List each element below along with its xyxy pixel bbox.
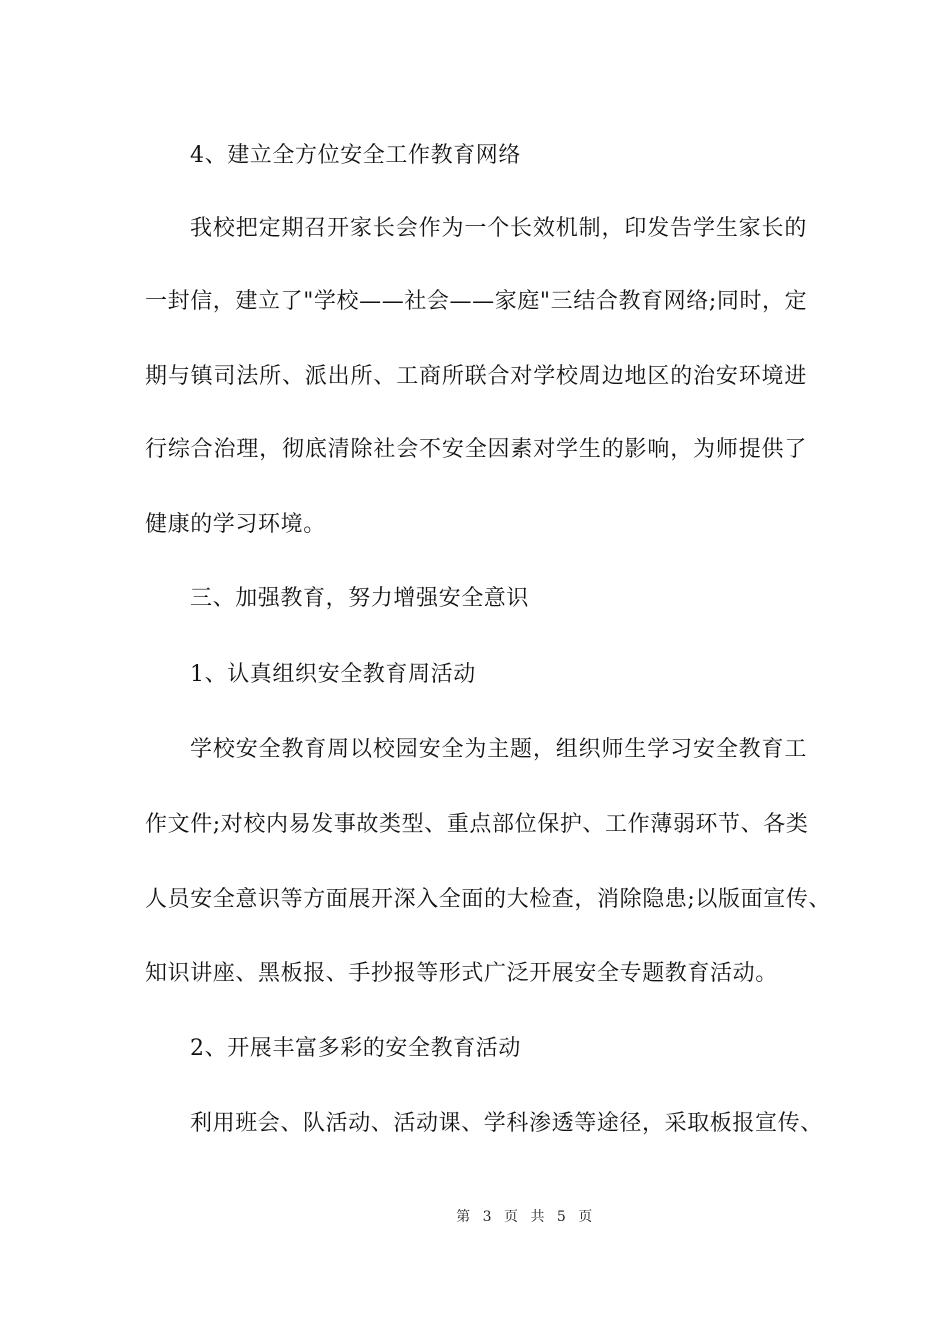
- paragraph-line: 健康的学习环境。: [145, 512, 326, 537]
- paragraph-line: 人员安全意识等方面展开深入全面的大检查，消除隐患;以版面宣传、: [145, 887, 832, 912]
- page-label-mid: 页: [504, 1209, 518, 1225]
- section-heading-3: 三、加强教育，努力增强安全意识: [190, 586, 530, 611]
- paragraph-line: 一封信，建立了"学校——社会——家庭"三结合教育网络;同时，定: [145, 289, 808, 314]
- paragraph-line: 行综合治理，彻底清除社会不安全因素对学生的影响，为师提供了: [145, 437, 807, 462]
- subsection-heading-1: 1、认真组织安全教育周活动: [190, 662, 476, 687]
- paragraph-line: 学校安全教育周以校园安全为主题，组织师生学习安全教育工: [190, 737, 807, 762]
- paragraph-line: 利用班会、队活动、活动课、学科渗透等途径，采取板报宣传、: [190, 1111, 823, 1136]
- paragraph-line: 知识讲座、黑板报、手抄报等形式广泛开展安全专题教育活动。: [145, 961, 778, 986]
- page-label-prefix: 第: [456, 1209, 471, 1225]
- paragraph-line: 我校把定期召开家长会作为一个长效机制，印发告学生家长的: [190, 216, 807, 241]
- paragraph-line: 作文件;对校内易发事故类型、重点部位保护、工作薄弱环节、各类: [145, 812, 809, 837]
- page-footer: [0, 1207, 950, 1227]
- subsection-heading-2: 2、开展丰富多彩的安全教育活动: [190, 1036, 521, 1061]
- section-heading-4: 4、建立全方位安全工作教育网络: [190, 143, 521, 168]
- page-label-suffix: 页: [578, 1209, 593, 1225]
- total-label: 共: [530, 1209, 545, 1225]
- current-page-number: 3: [482, 1209, 492, 1225]
- total-pages-number: 5: [556, 1209, 566, 1225]
- paragraph-line: 期与镇司法所、派出所、工商所联合对学校周边地区的治安环境进: [145, 364, 807, 389]
